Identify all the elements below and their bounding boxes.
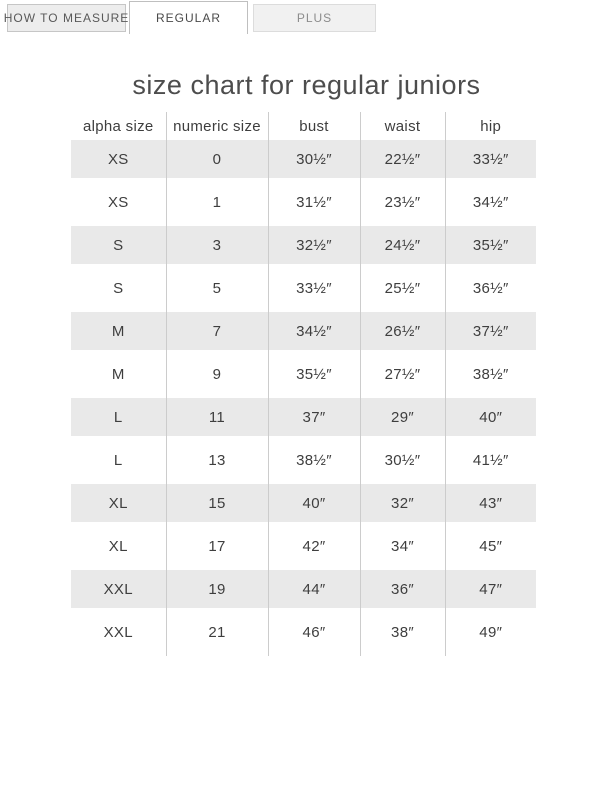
table-cell: 40″	[445, 398, 536, 436]
table-cell: 38½″	[445, 350, 536, 398]
table-cell: 35½″	[445, 226, 536, 264]
table-cell: 38″	[360, 608, 445, 656]
table-row	[71, 484, 536, 522]
table-cell: 35½″	[268, 350, 360, 398]
table-cell: XL	[108, 537, 128, 555]
table-cell: XS	[107, 150, 129, 168]
table-cell: XXL	[103, 623, 133, 641]
table-cell: 24½″	[360, 226, 445, 264]
table-cell: 47″	[445, 570, 536, 608]
table-cell: XL	[108, 494, 128, 512]
table-cell: 30½″	[360, 436, 445, 484]
table-row	[71, 436, 536, 484]
tab-bar	[0, 0, 613, 34]
table-cell: 1	[166, 178, 268, 226]
table-cell: 5	[166, 264, 268, 312]
table-cell: 34½″	[445, 178, 536, 226]
table-cell: 7	[166, 312, 268, 350]
table-cell: 0	[166, 140, 268, 178]
table-cell: XS	[107, 193, 129, 211]
table-cell: 22½″	[360, 140, 445, 178]
table-header-row	[71, 112, 536, 140]
table-cell: 34½″	[268, 312, 360, 350]
table-cell: 11	[166, 398, 268, 436]
tab-plus[interactable]: PLUS	[253, 4, 376, 32]
table-row	[71, 312, 536, 350]
table-cell: L	[113, 408, 123, 426]
table-cell: S	[113, 279, 124, 297]
table-cell: 27½″	[360, 350, 445, 398]
table-cell: 40″	[268, 484, 360, 522]
tab-regular[interactable]: REGULAR	[129, 1, 248, 34]
table-row	[71, 608, 536, 656]
table-row	[71, 570, 536, 608]
table-row	[71, 350, 536, 398]
table-cell: 30½″	[268, 140, 360, 178]
column-header: numeric size	[166, 112, 268, 140]
column-header: waist	[360, 112, 445, 140]
table-row	[71, 522, 536, 570]
table-cell: 34″	[360, 522, 445, 570]
table-cell: 29″	[360, 398, 445, 436]
table-cell: 46″	[268, 608, 360, 656]
table-cell: 37½″	[445, 312, 536, 350]
table-cell: 42″	[268, 522, 360, 570]
table-cell: 41½″	[445, 436, 536, 484]
table-cell: 43″	[445, 484, 536, 522]
size-chart-table	[71, 112, 536, 656]
table-cell: 36½″	[445, 264, 536, 312]
table-cell: XXL	[103, 580, 133, 598]
table-cell: 33½″	[445, 140, 536, 178]
table-cell: 13	[166, 436, 268, 484]
table-cell: 25½″	[360, 264, 445, 312]
table-row	[71, 264, 536, 312]
table-cell: 49″	[445, 608, 536, 656]
table-cell: 45″	[445, 522, 536, 570]
table-cell: M	[111, 322, 125, 340]
table-cell: L	[113, 451, 123, 469]
table-cell: 19	[166, 570, 268, 608]
table-cell: 17	[166, 522, 268, 570]
table-cell: S	[113, 236, 124, 254]
table-cell: 32½″	[268, 226, 360, 264]
table-cell: 31½″	[268, 178, 360, 226]
table-row	[71, 140, 536, 178]
table-cell: 26½″	[360, 312, 445, 350]
table-cell: 36″	[360, 570, 445, 608]
page-title: size chart for regular juniors	[132, 70, 481, 100]
table-cell: 33½″	[268, 264, 360, 312]
column-header: hip	[445, 112, 536, 140]
column-header: alpha size	[82, 117, 154, 135]
table-cell: 21	[166, 608, 268, 656]
table-row	[71, 178, 536, 226]
table-cell: 23½″	[360, 178, 445, 226]
table-row	[71, 398, 536, 436]
table-cell: M	[111, 365, 125, 383]
table-cell: 15	[166, 484, 268, 522]
table-cell: 44″	[268, 570, 360, 608]
tab-how-to-measure[interactable]: HOW TO MEASURE	[7, 4, 126, 32]
table-row	[71, 226, 536, 264]
table-cell: 38½″	[268, 436, 360, 484]
table-cell: 3	[166, 226, 268, 264]
column-header: bust	[268, 112, 360, 140]
table-cell: 9	[166, 350, 268, 398]
table-cell: 37″	[268, 398, 360, 436]
size-table-body	[71, 140, 536, 656]
table-cell: 32″	[360, 484, 445, 522]
